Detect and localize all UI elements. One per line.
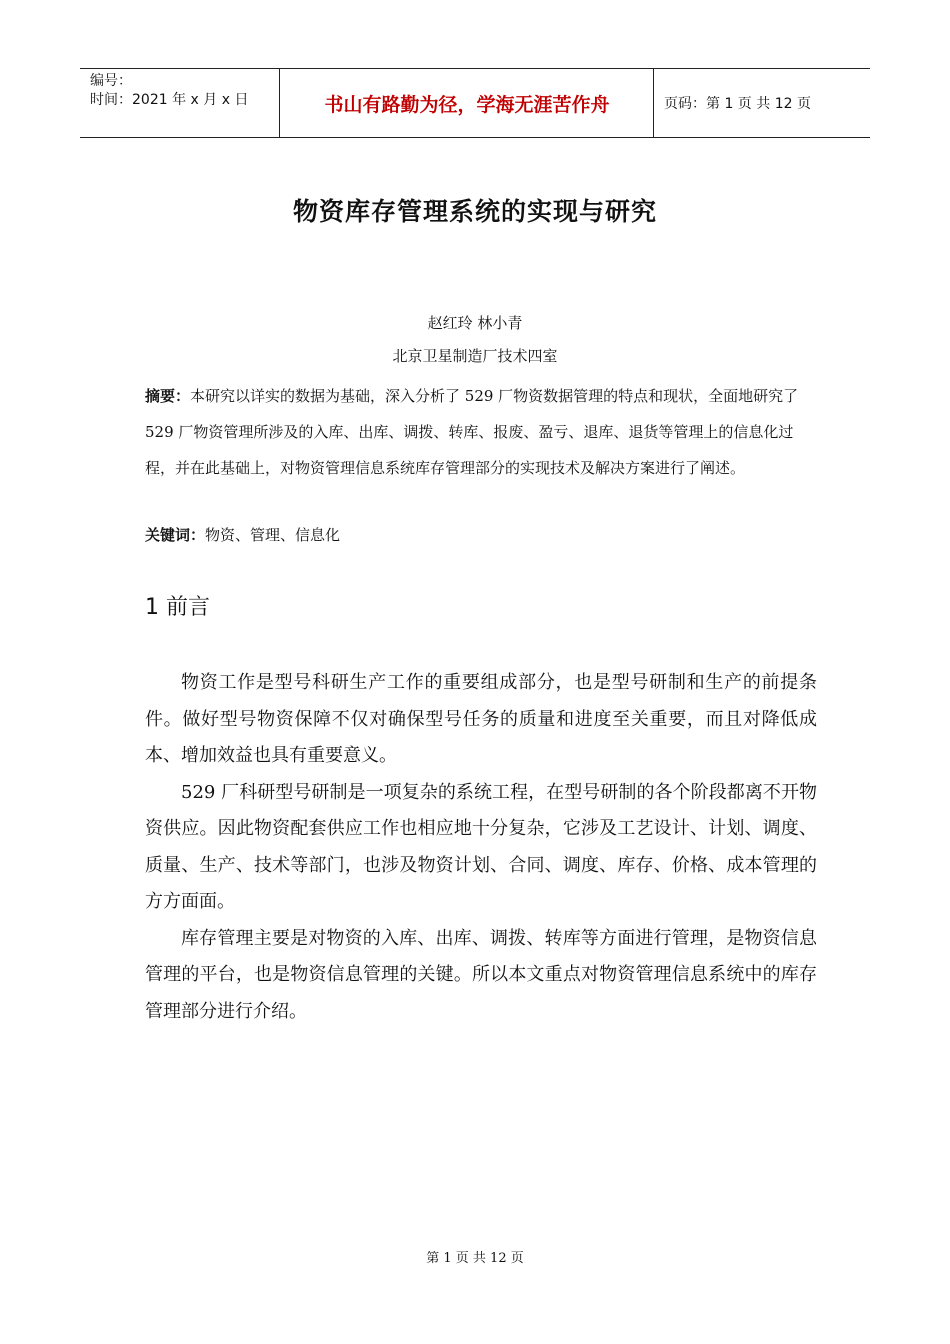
time-label: 时间：2021 年 x 月 x 日	[90, 92, 249, 108]
page-header	[80, 68, 870, 138]
affiliation: 北京卫星制造厂技术四室	[392, 347, 558, 365]
keywords-label: 关键词：	[145, 526, 206, 544]
number-label: 编号：	[90, 73, 132, 89]
header-motto: 书山有路勤为径，学海无涯苦作舟	[281, 69, 654, 137]
page-footer: 第 1 页 共 12 页	[426, 1251, 524, 1266]
header-page-info: 页码：第 1 页 共 12 页	[664, 96, 811, 112]
authors: 赵红玲 林小青	[427, 314, 523, 332]
paragraph: 529 厂科研型号研制是一项复杂的系统工程，在型号研制的各个阶段都离不开物资供应。因此物资配套供应工作也相应地十分复杂，它涉及工艺设计、计划、调度、质量、生产、技术等部门，也涉及物资计划、合同、调度、库存、价格、成本管理的方方面面。	[145, 781, 817, 912]
body-text	[145, 665, 817, 1030]
header-meta	[80, 69, 280, 137]
keywords-text: 物资、管理、信息化	[205, 526, 341, 544]
abstract-text: 本研究以详实的数据为基础，深入分析了 529 厂物资数据管理的特点和现状，全面地研究了 529 厂物资管理所涉及的入库、出库、调拨、转库、报废、盈亏、退库、退货等管理上的信息化过程，并在此基础上，对物资管理信息系统库存管理部分的实现技术及解决方案进行了阐述。	[145, 387, 799, 477]
section-heading: 1 前言	[145, 595, 210, 620]
paragraph: 库存管理主要是对物资的入库、出库、调拨、转库等方面进行管理，是物资信息管理的平台，也是物资信息管理的关键。所以本文重点对物资管理信息系统中的库存管理部分进行介绍。	[145, 927, 817, 1022]
document-title: 物资库存管理系统的实现与研究	[292, 197, 657, 226]
abstract-label: 摘要：	[145, 387, 191, 405]
keywords	[145, 524, 810, 545]
abstract	[145, 378, 810, 486]
paragraph: 物资工作是型号科研生产工作的重要组成部分，也是型号研制和生产的前提条件。做好型号物资保障不仅对确保型号任务的质量和进度至关重要，而且对降低成本、增加效益也具有重要意义。	[145, 672, 817, 766]
